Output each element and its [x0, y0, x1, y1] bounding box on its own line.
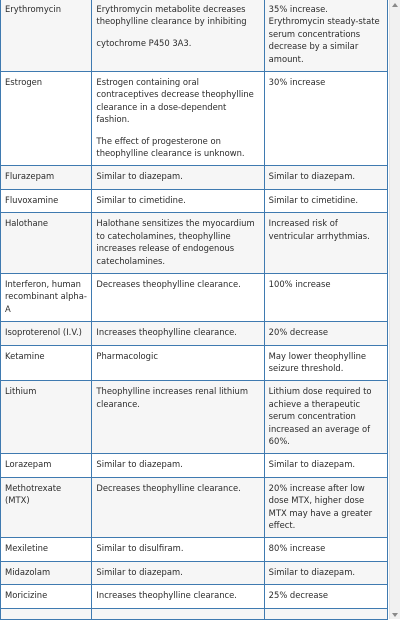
mechanism-cell [92, 189, 264, 212]
mechanism-cell [92, 454, 264, 477]
mechanism-cell [92, 322, 264, 345]
scroll-down-arrow-icon[interactable] [392, 613, 398, 617]
mechanism-paragraph: Theophylline increases renal lithium clearance. [96, 386, 249, 409]
mechanism-cell [92, 345, 264, 381]
table-row [1, 0, 388, 72]
mechanism-cell [92, 213, 264, 274]
drug-name-cell: Moricizine [1, 585, 92, 608]
effect-cell: 30% increase [264, 72, 387, 166]
effect-cell: 80% increase [264, 538, 387, 561]
mechanism-paragraph: Pharmacologic [96, 350, 158, 361]
table-row [1, 561, 388, 584]
effect-cell: Increased risk of ventricular arrhythmias. [264, 213, 387, 274]
mechanism-cell [92, 561, 264, 584]
table-row [1, 454, 388, 477]
effect-cell: 20% decrease [264, 322, 387, 345]
effect-cell: Similar to cimetidine. [264, 189, 387, 212]
mechanism-paragraph: The effect of progesterone on theophylline clearance is unknown. [96, 135, 245, 159]
mechanism-paragraph: Similar to diazepam. [96, 459, 183, 470]
mechanism-cell [92, 273, 264, 321]
mechanism-paragraph: Decreases theophylline clearance. [96, 482, 241, 493]
effect-cell: Similar to diazepam. [264, 561, 387, 584]
mechanism-paragraph: cytochrome P450 3A3. [96, 37, 192, 48]
drug-name-cell: Halothane [1, 213, 92, 274]
table-row [1, 538, 388, 561]
mechanism-paragraph: Decreases theophylline clearance. [96, 278, 241, 289]
mechanism-cell [92, 477, 264, 538]
mechanism-cell [92, 538, 264, 561]
drug-name-cell: Fluvoxamine [1, 189, 92, 212]
table-row [1, 381, 388, 454]
scroll-up-arrow-icon[interactable] [392, 3, 398, 7]
mechanism-paragraph: Similar to disulfiram. [96, 543, 184, 554]
table-row [1, 345, 388, 381]
effect-cell: Lithium dose required to achieve a therapeutic serum concentration increased an average of 60%. [264, 381, 387, 454]
mechanism-paragraph: Halothane sensitizes the myocardium to catecholamines, theophylline increases release of endogenous catecholamines. [96, 218, 255, 266]
drug-name-cell: Lorazepam [1, 454, 92, 477]
drug-name-cell: Erythromycin [1, 0, 92, 72]
table-row [1, 585, 388, 608]
drug-name-cell: Midazolam [1, 561, 92, 584]
mechanism-cell [92, 166, 264, 189]
mechanism-cell [92, 72, 264, 166]
effect-cell: 35% increase. Erythromycin steady-state serum concentrations decrease by a similar amount. [264, 0, 387, 72]
mechanism-cell [92, 585, 264, 608]
drug-name-cell: Interferon, human recombinant alpha-A [1, 273, 92, 321]
mechanism-paragraph: Similar to diazepam. [96, 566, 183, 577]
effect-cell: 25% decrease [264, 585, 387, 608]
table-body [1, 0, 388, 619]
effect-cell: 20% increase after low dose MTX, higher dose MTX may have a greater effect. [264, 477, 387, 538]
effect-cell: Similar to diazepam. [264, 166, 387, 189]
mechanism-paragraph: Erythromycin metabolite decreases theophylline clearance by inhibiting [96, 4, 247, 27]
mechanism-cell [92, 0, 264, 72]
table-row [1, 166, 388, 189]
drug-name-cell: Flurazepam [1, 166, 92, 189]
mechanism-cell [92, 608, 264, 619]
table-row [1, 322, 388, 345]
table-row [1, 273, 388, 321]
vertical-scrollbar[interactable] [389, 0, 400, 619]
mechanism-cell [92, 381, 264, 454]
drug-name-cell: Methotrexate (MTX) [1, 477, 92, 538]
effect-cell [264, 608, 387, 619]
drug-name-cell: Isoproterenol (I.V.) [1, 322, 92, 345]
effect-cell: May lower theophylline seizure threshold. [264, 345, 387, 381]
drug-name-cell [1, 608, 92, 619]
table-row [1, 189, 388, 212]
drug-name-cell: Ketamine [1, 345, 92, 381]
drug-name-cell: Estrogen [1, 72, 92, 166]
effect-cell: 100% increase [264, 273, 387, 321]
table-row [1, 608, 388, 619]
mechanism-paragraph: Estrogen containing oral contraceptives decrease theophylline clearance in a dose-dependent fashion. [96, 77, 254, 125]
drug-name-cell: Lithium [1, 381, 92, 454]
table-row [1, 213, 388, 274]
mechanism-paragraph: Increases theophylline clearance. [96, 327, 237, 338]
effect-cell: Similar to diazepam. [264, 454, 387, 477]
mechanism-paragraph: Similar to diazepam. [96, 171, 183, 182]
mechanism-paragraph: Similar to cimetidine. [96, 194, 186, 205]
table-row [1, 477, 388, 538]
drug-name-cell: Mexiletine [1, 538, 92, 561]
table-row [1, 72, 388, 166]
mechanism-paragraph: Increases theophylline clearance. [96, 590, 237, 601]
